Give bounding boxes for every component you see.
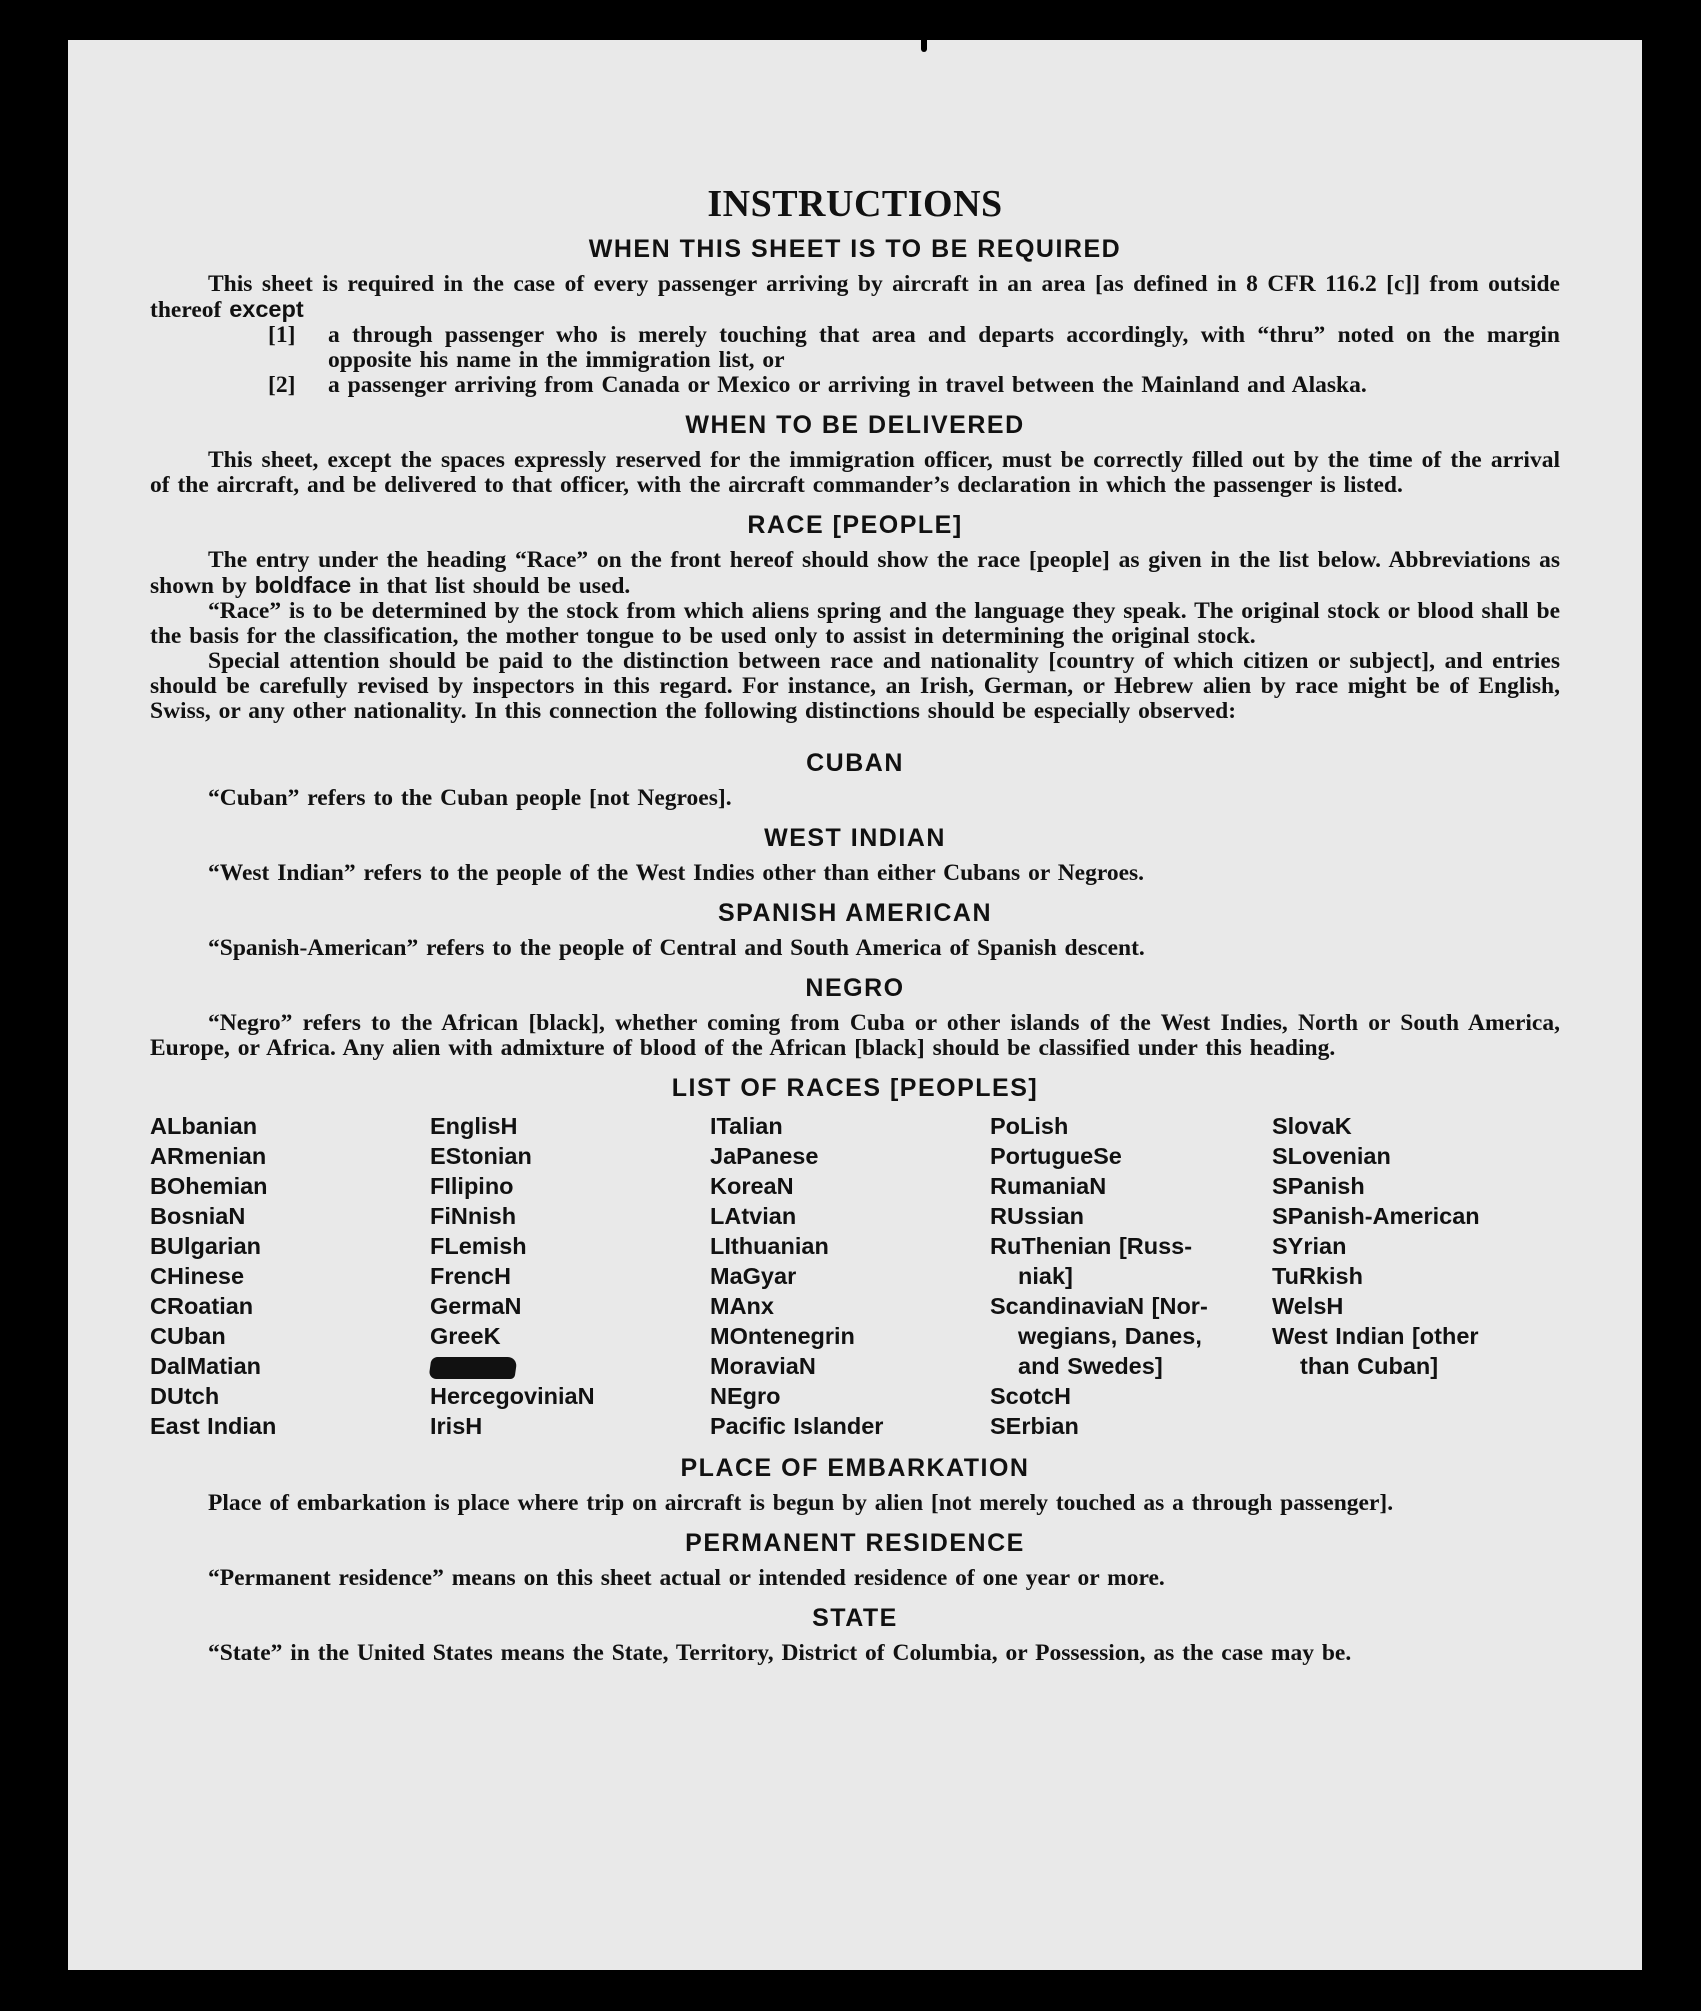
race-item: ScandinaviaN [Nor- — [990, 1292, 1208, 1319]
race-item: DalMatian — [150, 1352, 261, 1379]
race-item: BUlgarian — [150, 1232, 261, 1259]
race-item: FiNnish — [430, 1202, 517, 1229]
delivered-text: This sheet, except the spaces expressly reserved for the immigration officer, must be correctly filled out by the time of the arrival of the aircraft, and be delivered to that officer, with the aircraft commander’s declaration in which the passenger is listed. — [150, 446, 1560, 498]
section-negro — [150, 973, 1560, 1061]
section-list-of-races — [150, 1073, 1560, 1441]
heading-state: STATE — [812, 1603, 898, 1632]
race-item: SlovaK — [1272, 1112, 1352, 1139]
heading-embarkation: PLACE OF EMBARKATION — [680, 1453, 1030, 1482]
race-column-1 — [150, 1111, 430, 1441]
race-column-5 — [1272, 1111, 1532, 1441]
race-item: EStonian — [430, 1142, 532, 1169]
embarkation-text: Place of embarkation is place where trip on aircraft is begun by alien [not merely touched as a through passenger]. — [208, 1489, 1394, 1516]
negro-text: “Negro” refers to the African [black], whether coming from Cuba or other islands of the West Indies, North or South America, Europe, or Africa. Any alien with admixture of blood of the African [black] should be classified under this heading. — [150, 1009, 1560, 1061]
heading-cuban: CUBAN — [806, 748, 904, 777]
race-item: JaPanese — [710, 1142, 819, 1169]
race-item: SPanish — [1272, 1172, 1365, 1199]
section-delivered — [150, 410, 1560, 498]
race-column-3 — [710, 1111, 990, 1441]
heading-residence: PERMANENT RESIDENCE — [685, 1528, 1025, 1557]
race-item: GreeK — [430, 1322, 501, 1349]
race-item: BOhemian — [150, 1172, 268, 1199]
race-item: TuRkish — [1272, 1262, 1363, 1289]
race-item: SYrian — [1272, 1232, 1347, 1259]
race-item: NEgro — [710, 1382, 781, 1409]
cuban-text: “Cuban” refers to the Cuban people [not Negroes]. — [208, 784, 732, 811]
section-cuban — [150, 748, 1560, 811]
document-page — [68, 40, 1642, 1970]
race-column-4 — [990, 1111, 1272, 1441]
race-item: CHinese — [150, 1262, 245, 1289]
race-p1-bold: boldface — [254, 571, 352, 598]
race-list — [150, 1111, 1560, 1441]
race-item: ITalian — [710, 1112, 783, 1139]
race-item: PoLish — [990, 1112, 1069, 1139]
redacted-race-item — [430, 1351, 710, 1381]
required-item-1-marker: [1] — [268, 321, 296, 348]
section-required — [150, 234, 1560, 398]
race-item: FIlipino — [430, 1172, 514, 1199]
page-title: INSTRUCTIONS — [707, 183, 1003, 225]
spanish-american-text: “Spanish-American” refers to the people of Central and South America of Spanish descent. — [208, 934, 1145, 961]
race-p1-b: in that list should be used. — [351, 572, 631, 599]
race-item: IrisH — [430, 1412, 483, 1439]
race-item: SLovenian — [1272, 1142, 1391, 1169]
race-item: MOntenegrin — [710, 1322, 855, 1349]
redaction-mark — [428, 1357, 517, 1379]
section-spanish-american — [150, 898, 1560, 961]
race-item: ARmenian — [150, 1142, 267, 1169]
race-item: FrencH — [430, 1262, 511, 1289]
required-item-2-marker: [2] — [268, 371, 296, 398]
section-embarkation — [150, 1453, 1560, 1516]
race-item: RUssian — [990, 1202, 1085, 1229]
heading-spanish-american: SPANISH AMERICAN — [717, 898, 992, 927]
section-residence — [150, 1528, 1560, 1591]
required-item-1-text: a through passenger who is merely touching that area and departs accordingly, with “thru” noted on the margin opposite his name in the immigration list, or — [328, 321, 1560, 373]
race-item-continuation: and Swedes] — [1018, 1352, 1163, 1379]
section-west-indian — [150, 823, 1560, 886]
race-item: DUtch — [150, 1382, 220, 1409]
race-item: PortugueSe — [990, 1142, 1122, 1169]
race-paragraph-1 — [150, 548, 1560, 599]
race-item: HercegoviniaN — [430, 1382, 595, 1409]
race-item: East Indian — [150, 1412, 277, 1439]
race-item: MAnx — [710, 1292, 774, 1319]
race-item: CUban — [150, 1322, 226, 1349]
race-paragraph-2: “Race” is to be determined by the stock from which aliens spring and the language they speak. The original stock or blood shall be the basis for the classification, the mother tongue to be used only to assist in determining the original stock. — [150, 597, 1560, 649]
race-item: GermaN — [430, 1292, 522, 1319]
race-item: MaGyar — [710, 1262, 797, 1289]
race-item: CRoatian — [150, 1292, 254, 1319]
race-item: ALbanian — [150, 1112, 258, 1139]
race-item: SErbian — [990, 1412, 1079, 1439]
race-item-continuation: wegians, Danes, — [1018, 1322, 1202, 1349]
race-item: LAtvian — [710, 1202, 797, 1229]
heading-list-of-races: LIST OF RACES [PEOPLES] — [671, 1073, 1039, 1102]
race-item: LIthuanian — [710, 1232, 829, 1259]
race-item-continuation: than Cuban] — [1300, 1352, 1439, 1379]
section-race — [150, 510, 1560, 724]
race-item: MoraviaN — [710, 1352, 816, 1379]
heading-west-indian: WEST INDIAN — [764, 823, 946, 852]
scan-mark — [921, 34, 927, 52]
race-item: RumaniaN — [990, 1172, 1107, 1199]
race-paragraph-3: Special attention should be paid to the distinction between race and nationality [country of which citizen or subject], and entries should be carefully revised by inspectors in this regard. For instance, an Irish, German, or Hebrew alien by race might be of English, Swiss, or any other nationality. In this connection the following distinctions should be especially observed: — [150, 647, 1560, 724]
required-except: except — [229, 295, 304, 322]
race-item: SPanish-American — [1272, 1202, 1480, 1229]
west-indian-text: “West Indian” refers to the people of the West Indies other than either Cubans or Negroes. — [208, 859, 1145, 886]
race-item: KoreaN — [710, 1172, 794, 1199]
race-item: RuThenian [Russ- — [990, 1232, 1193, 1259]
state-text: “State” in the United States means the State, Territory, District of Columbia, or Possession, as the case may be. — [208, 1639, 1352, 1666]
required-intro — [150, 272, 1560, 323]
race-item: WelsH — [1272, 1292, 1344, 1319]
residence-text: “Permanent residence” means on this sheet actual or intended residence of one year or more. — [208, 1564, 1165, 1591]
required-item-2-text: a passenger arriving from Canada or Mexico or arriving in travel between the Mainland and Alaska. — [328, 371, 1367, 398]
heading-required: WHEN THIS SHEET IS TO BE REQUIRED — [588, 234, 1122, 263]
required-item-1 — [268, 323, 1560, 373]
heading-race: RACE [PEOPLE] — [747, 510, 963, 539]
heading-delivered: WHEN TO BE DELIVERED — [685, 410, 1025, 439]
race-item: BosniaN — [150, 1202, 246, 1229]
race-item-continuation: niak] — [1018, 1262, 1073, 1289]
race-column-2 — [430, 1111, 710, 1441]
race-item: FLemish — [430, 1232, 527, 1259]
race-p1-a: The entry under the heading “Race” on the front hereof should show the race [people] as given in the list below. Abbreviations as shown by — [150, 546, 1560, 599]
race-item: ScotcH — [990, 1382, 1071, 1409]
required-intro-text: This sheet is required in the case of every passenger arriving by aircraft in an area [as defined in 8 CFR 116.2 [c]] from outside thereof — [150, 270, 1560, 323]
race-item: West Indian [other — [1272, 1322, 1479, 1349]
race-item: Pacific Islander — [710, 1412, 884, 1439]
race-item: EnglisH — [430, 1112, 518, 1139]
required-item-2 — [268, 373, 1560, 398]
section-state — [150, 1603, 1560, 1666]
heading-negro: NEGRO — [805, 973, 905, 1002]
